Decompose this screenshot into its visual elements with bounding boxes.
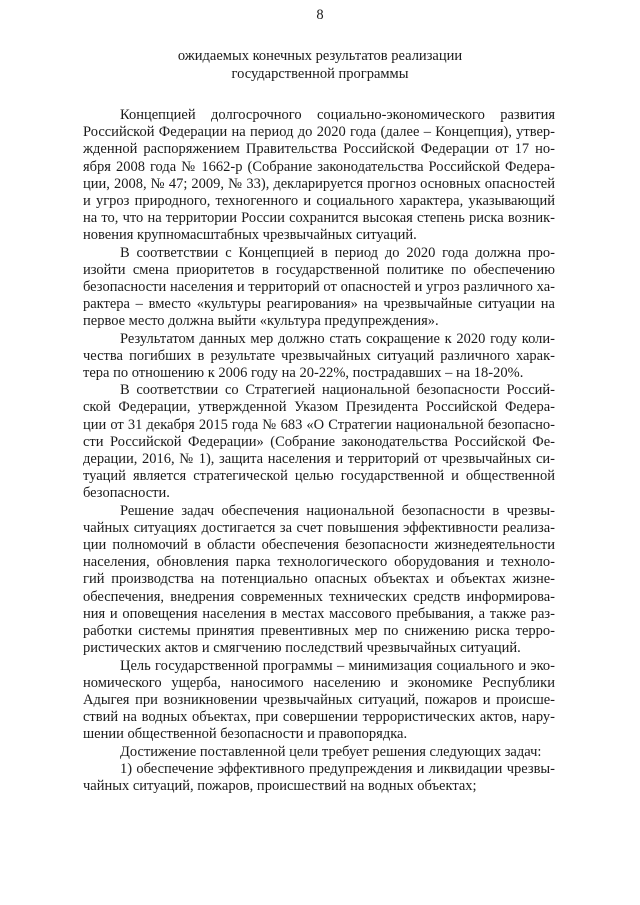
paragraph	[83, 382, 555, 502]
text-line: В соответствии со Стратегией национальной безопасности Россий-	[120, 382, 555, 399]
text-line: первое место должна выйти «культура предупреждения».	[83, 313, 439, 330]
text-line: Достижение поставленной цели требует решения следующих задач:	[120, 743, 542, 760]
text-line: ции полномочий в области обеспечения безопасности жизнедеятельности	[83, 537, 555, 554]
heading-line: государственной программы	[231, 65, 409, 82]
text-line: Результатом данных мер должно стать сокращение к 2020 году коли-	[120, 330, 555, 347]
page-number: 8	[316, 7, 324, 23]
text-line: Цель государственной программы – минимизация социального и эко-	[120, 657, 555, 674]
heading-line: ожидаемых конечных результатов реализации	[177, 48, 463, 64]
paragraph	[83, 761, 555, 795]
text-line: на то, что на территории России сохранится высокая степень риска возник-	[83, 210, 555, 227]
text-line: туаций является стратегической целью государственной и общественной	[83, 468, 555, 485]
text-line: Концепцией долгосрочного социально-экономического развития	[120, 107, 555, 123]
text-line: чайных ситуаций, пожаров, происшествий на водных объектах;	[83, 777, 477, 794]
paragraph	[83, 107, 555, 245]
text-line: сти Российской Федерации» (Собрание законодательства Российской Фе-	[83, 433, 555, 450]
text-line: Решение задач обеспечения национальной безопасности в чрезвы-	[120, 502, 555, 519]
text-line: шении общественной безопасности и правопорядка.	[83, 726, 408, 743]
text-line: изойти смена приоритетов в государственной политике по обеспечению	[83, 261, 555, 278]
text-line: ристических актов и смягчению последствий чрезвычайных ситуаций.	[83, 640, 521, 657]
text-line: жденной распоряжением Правительства Российской Федерации от 17 но-	[83, 141, 555, 158]
text-line: ния и оповещения населения в местах массового пребывания, а также раз-	[83, 605, 555, 622]
body-text	[83, 107, 555, 795]
text-line: 1) обеспечение эффективного предупреждения и ликвидации чрезвы-	[120, 760, 555, 777]
text-line: ября 2008 года № 1662-р (Собрание законодательства Российской Федера-	[83, 158, 555, 175]
text-line: В соответствии с Концепцией в период до 2020 года должна про-	[120, 244, 555, 261]
text-line: дерации, 2016, № 1), защита населения и территорий от чрезвычайных си-	[83, 451, 555, 468]
text-line: чества погибших в результате чрезвычайных ситуаций различного харак-	[83, 347, 555, 364]
text-line: номического ущерба, наносимого населению и экономике Республики	[83, 674, 555, 691]
paragraph	[83, 331, 555, 383]
text-line: работки системы принятия превентивных мер по снижению риска терро-	[83, 623, 555, 640]
text-line: новения крупномасштабных чрезвычайных ситуаций.	[83, 227, 417, 244]
text-line: ции от 31 декабря 2015 года № 683 «О Стратегии национальной безопасно-	[83, 416, 555, 433]
paragraph	[83, 744, 555, 761]
text-line: обеспечения, внедрения современных технических средств информирова-	[83, 588, 555, 605]
text-line: безопасности населения и территорий от опасностей и угроз различного ха-	[83, 279, 555, 296]
text-line: и угроз природного, техногенного и социального характера, указывающий	[83, 193, 555, 210]
section-heading	[60, 48, 580, 83]
text-line: чайных ситуациях достигается за счет повышения эффективности реализа-	[83, 519, 555, 536]
paragraph	[83, 658, 555, 744]
paragraph	[83, 245, 555, 331]
text-line: безопасности.	[83, 485, 170, 502]
paragraph	[83, 503, 555, 658]
text-line: населения, обновления парка технологического оборудования и техноло-	[83, 554, 555, 571]
text-line: Российской Федерации на период до 2020 года (далее – Концепция), утвер-	[83, 124, 555, 141]
text-line: гий производства на потенциально опасных объектах и объектах жизне-	[83, 571, 555, 588]
text-line: Адыгея при возникновении чрезвычайных ситуаций, пожаров и происше-	[83, 691, 555, 708]
text-line: ской Федерации, утвержденной Указом Президента Российской Федера-	[83, 399, 555, 416]
text-line: ствий на водных объектах, при совершении террористических актов, нару-	[83, 709, 555, 726]
text-line: рактера – вместо «культуры реагирования» на чрезвычайные ситуации на	[83, 296, 555, 313]
text-line: ции, 2008, № 47; 2009, № 33), декларируется прогноз основных опасностей	[83, 175, 555, 192]
text-line: тера по отношению к 2006 году на 20-22%, пострадавших – на 18-20%.	[83, 365, 524, 382]
